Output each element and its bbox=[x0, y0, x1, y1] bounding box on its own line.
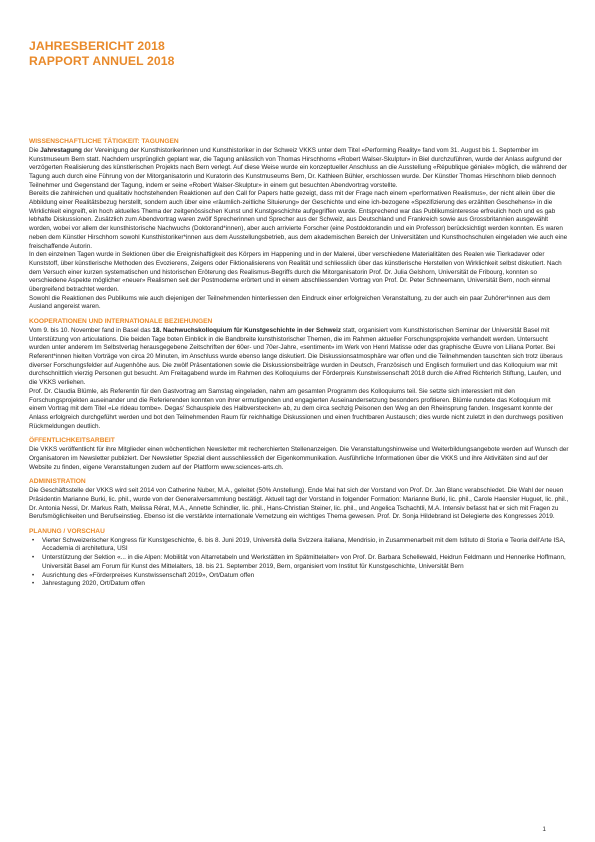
bold-term: Jahrestagung bbox=[40, 146, 82, 154]
report-title-german: JAHRESBERICHT 2018 bbox=[29, 39, 165, 53]
section-public-relations bbox=[29, 437, 569, 472]
bullet-icon: • bbox=[32, 537, 35, 544]
section-heading: ÖFFENTLICHKEITSARBEIT bbox=[29, 437, 115, 445]
section-planning bbox=[29, 528, 569, 589]
list-item-text: Vierter Schweizerischer Kongress für Kunstgeschichte, 6. bis 8. Juni 2019, Università della Svizzera italiana, Mendrisio, in Zusammenarbeit mit dem Istituto di Storia e Teoria dell'Arte ISA, Accademia di architettura, USI bbox=[42, 536, 566, 553]
section-heading: KOOPERATIONEN UND INTERNATIONALE BEZIEHUNGEN bbox=[29, 318, 213, 326]
paragraph bbox=[29, 327, 569, 388]
paragraph-text: Die bbox=[29, 146, 41, 154]
section-cooperations bbox=[29, 318, 569, 431]
paragraph: Prof. Dr. Claudia Blümle, als Referentin für den Gastvortrag am Samstag eingeladen, nahm am gesamten Programm des Kolloquiums teil. Sie setzte sich interessiert mit den Forschungsprojekten auseinander und die Referierenden konnten von ihrer ermutigenden und engagierten Auseinandersetzung besonders profitieren. Blümle rundete das Kolloquium mit einem Vortrag mit dem Titel «Le rideau tombe». Degas' Schauspiele des Halbverstecken» ab, zu dem circa sechzig Peisonen den Weg an den Rheinsprung fanden. Insgesamt konnte der Anlass erfolgreich durchgeführt werden und bot den Teilnehmenden Raum für reichhaltige Diskussionen und einen fruchtbaren Austausch; dies wurde nicht zuletzt in den durchwegs positiven Rückmeldungen deutlich. bbox=[29, 387, 564, 430]
section-administration bbox=[29, 478, 569, 522]
paragraph: Sowohl die Reaktionen des Publikums wie auch diejenigen der Teilnehmenden hinterliessen den Eindruck einer erfolgreichen Veranstaltung, zu der auch ein paar Zuhörer*innen aus dem Ausland angereist waren. bbox=[29, 294, 551, 311]
list-item bbox=[29, 572, 569, 581]
paragraph: Die VKKS veröffentlicht für ihre Mitglieder einen wöchentlichen Newsletter mit recherchierten Stellenanzeigen. Die Veranstaltungshinweise und Weiterbildungsangebote werden auf Wunsch der Organisatoren im Newsletter publiziert. Der Newsletter Spezial dient ausschliesslich der Eigenkommunikation. Ausführliche Informationen über die VKKS und ihre Aktivitäten sind auf der Website zu finden, eigene Veranstaltungen zudem auf der Plattform www.sciences-arts.ch. bbox=[29, 446, 569, 471]
list-item bbox=[29, 580, 569, 589]
section-heading: ADMINISTRATION bbox=[29, 478, 86, 486]
list-item-text: Ausrichtung des «Förderpreises Kunstwissenschaft 2019», Ort/Datum offen bbox=[42, 571, 255, 579]
bullet-icon: • bbox=[32, 572, 35, 579]
section-heading: PLANUNG / VORSCHAU bbox=[29, 527, 105, 535]
list-item-text: Unterstützung der Sektion «... in die Alpen: Mobilität von Altarretabeln und Werkstätten im Spätmittelalter» von Prof. Dr. Barbara Schellewald, Heidrun Feldmann und Hennerike Hoffmann, Universität Basel am Forum für Kunst des Mittelalters, 18. bis 21. September 2019, Bern, organisiert vom Institut für Kunstgeschichte, Universität Bern bbox=[42, 554, 566, 570]
section-heading: WISSENSCHAFTLICHE TÄTIGKEIT: TAGUNGEN bbox=[29, 138, 179, 145]
bold-term: 18. Nachwuchskolloquium für Kunstgeschichte in der Schweiz bbox=[152, 326, 342, 334]
paragraph: Bereits die zahlreichen und qualitativ hochstehenden Reaktionen auf den Call for Papers hatte gezeigt, dass mit der Frage nach einem «performativen Realismus», der nicht allein über die Abbildung einer Realitätsbezug herstellt, sondern auch über eine «räumlich-zeitliche Situierung» der Geschichte und eine ich-bezogene «Spezifizierung des erzählten Geschehens» in die Wirklichkeit eingreift, ein hoch aktuelles Thema der zeitgenössischen Kunst und Kunstgeschichte aufgegriffen wurde. Entsprechend war das Publikumsinteresse erfreulich hoch und es gab lebhafte Diskussionen. Zusätzlich zum Abendvortrag waren zwölf Sprecherinnen und Sprecher aus der Schweiz, aus Deutschland und Frankreich sowie aus Grossbritannien ausgewählt worden, wobei vor allem der kunsthistorische Nachwuchs (Doktorand*innen), aber auch arrivierte Forscher (eine Postdoktorandin und ein Professor) berücksichtigt werden konnten. Es waren neben dem Künstler Hirschhorn sowohl Kunsthistoriker*innen aus dem Ausstellungsbetrieb, aus dem akademischen Bereich der Universitäten und Kunsthochschulen eingeladen wie auch eine freischaffende Autorin. bbox=[29, 190, 568, 250]
bullet-icon: • bbox=[32, 555, 35, 562]
planning-list bbox=[29, 537, 569, 589]
paragraph-text: statt, organisiert vom Kunsthistorischen Seminar der Universität Basel mit Unterstützung von articulations. Die beiden Tage boten Einblick in die Bandbreite kunsthistorischer Themen, die im Rahmen aktueller Forschungsprojekte verhandelt werden. Untersucht wurden unter anderem Im Selbstverlag herausgegebene Zeitschriften der 60er- und 70er-Jahre, «sentiment» im Werk von Henri Matisse oder das graphische Œuvre von Liliana Porter. Bei Referent*innen hielten Vorträge von circa 20 Minuten, im Anschluss wurde ebenso lange diskutiert. Die Diskussionsatmosphäre war offen und die Teilnehmenden tauschten sich trotz überaus diverser Forschungsfelder auf Augenhöhe aus. Die zwölf Präsentationen sowie die Diskussionsbeiträge wurden in Deutsch, Französisch und Englisch formuliert und das Kolloquium war mit durchschnittlich vierzig Personen gut besucht. Am Freitagabend wurde im Rahmen des Kolloquiums der Förderpreis Kunstwissenschaft 2018 durch die Alfred Richterich Stiftung, Laufen, und die VKKS verliehen. bbox=[29, 326, 563, 387]
bullet-icon: • bbox=[32, 581, 35, 588]
paragraph: In den einzelnen Tagen wurde in Sektionen über die Ereignishaftigkeit des Körpers im Happening und in der Malerei, über verschiedene Materialitäten des Realen wie Tierkadaver oder Kunststoff, über künstlerische Methoden des Evozierens, Zeigens oder Fiktionalisierens von Realität und schliesslich über das künstlerische Herstellen von Wirklichkeit selbst diskutiert. Nach dem Versuch einer kurzen systematischen und historischen Eröterung des Realismus-Begriffs durch die Mitorganisatorin Prof. Dr. Julia Gelshorn, Universität de Fribourg, konnten so verschiedene Aspekte möglicher «neuer» Realismen seit der Postmoderne erörtert und in einem abschliessenden Vortrag von Prof. Dr. Peter Schneemann, Universität Bern, noch einmal übergreifend betrachtet werden. bbox=[29, 251, 562, 294]
report-body bbox=[29, 138, 569, 589]
page-number: 1 bbox=[542, 826, 546, 833]
report-title-french: RAPPORT ANNUEL 2018 bbox=[29, 53, 175, 68]
list-item bbox=[29, 537, 569, 554]
list-item-text: Jahrestagung 2020, Ort/Datum offen bbox=[42, 580, 145, 588]
section-scientific-activity bbox=[29, 138, 569, 312]
paragraph-text: Vom 9. bis 10. November fand in Basel das bbox=[29, 326, 153, 334]
list-item bbox=[29, 554, 569, 571]
paragraph-text: der Vereinigung der Kunsthistorikerinnen und Kunsthistoriker in der Schweiz VKKS unter dem Titel «Performing Reality» fand vom 31. August bis 1. September im Kunstmuseum Bern statt. Nachdem ursprünglich geplant war, die Tagung anlässlich von Thomas Hirschhorns «Robert Walser-Skulptur» in Biel durchzuführen, wurde der Anlass aufgrund der verzögerten Realisierung des künstlerischen Projekts nach Bern verlegt. Auf diese Weise wurde ein konzeptueller Anschluss an die Ausstellung «République géniale» möglich, die während der Tagung auch durch eine Führung von der Mitorganisatorin und Kuratorin des Kunstmuseums Bern, Dr. Kathleen Bühler, erschlossen wurde. Der Künstler Thomas Hirschhorn blieb dennoch Teilnehmer und Gegenstand der Tagung, indem er seine «Robert Walser-Skulptur» in einem gut besuchten Abendvortrag vorstellte. bbox=[29, 146, 568, 189]
page-header bbox=[29, 39, 174, 68]
paragraph bbox=[29, 147, 569, 191]
paragraph: Die Geschäftsstelle der VKKS wird seit 2014 von Catherine Nuber, M.A., geleitet (50% Anstellung). Ende Mai hat sich der Vorstand von Prof. Dr. Jan Blanc verabschiedet. Die Wahl der neuen Präsidentin Marianne Burki, lic. phil., wurde von der Generalversammlung bestätigt. Aktuell tagt der Vorstand in folgender Formation: Marianne Burki, lic. phil., Carole Haensler Huguet, lic. phil., Dr. Antonia Nessi, Dr. Markus Rath, Melissa Rérat, M.A., Annette Schindler, lic. phil., Hans-Christian Steiner, lic. phil., und Angelica Tschachtli, M.A. Intensiv befasst hat er sich mit Fragen zu Berufsmöglichkeiten und Berufseinstieg. Ebenso ist die verstärkte internationale Vernetzung ein wichtiges Thema gewesen. Prof. Dr. Sonja Hildebrand ist Delegierte des Kongresses 2019. bbox=[29, 487, 569, 521]
